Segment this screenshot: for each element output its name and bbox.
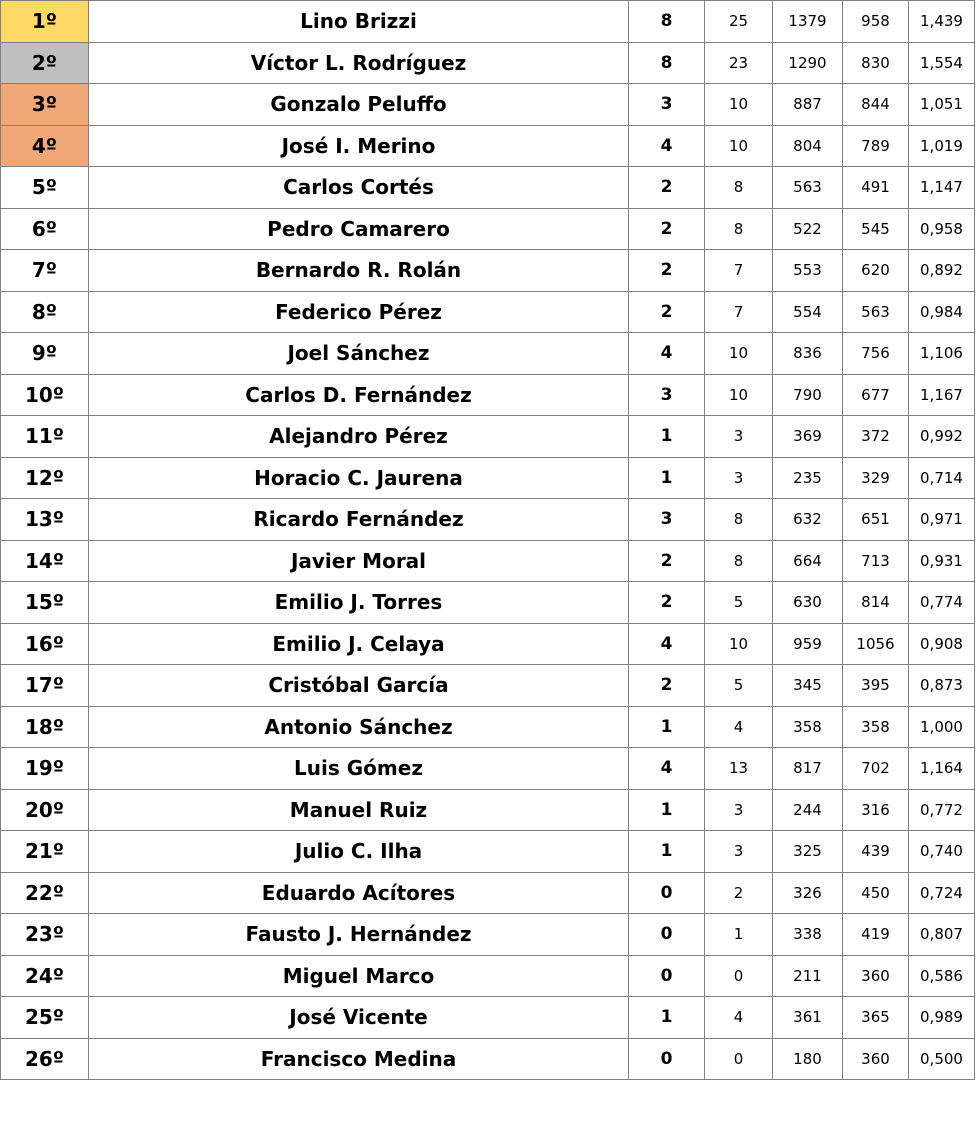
row-value-d: 360: [843, 955, 909, 997]
row-value-a: 1: [629, 997, 705, 1039]
row-value-c: 887: [773, 84, 843, 126]
row-player-name: Alejandro Pérez: [89, 416, 629, 458]
row-value-a: 4: [629, 623, 705, 665]
row-value-e: 0,714: [909, 457, 975, 499]
row-value-d: 329: [843, 457, 909, 499]
row-value-c: 554: [773, 291, 843, 333]
table-row: [1, 1038, 975, 1080]
row-value-e: 1,167: [909, 374, 975, 416]
table-row: [1, 250, 975, 292]
row-value-e: 0,774: [909, 582, 975, 624]
row-value-e: 0,908: [909, 623, 975, 665]
row-value-b: 0: [705, 1038, 773, 1080]
row-value-d: 360: [843, 1038, 909, 1080]
row-value-a: 0: [629, 1038, 705, 1080]
row-player-name: Francisco Medina: [89, 1038, 629, 1080]
row-value-b: 10: [705, 374, 773, 416]
row-value-e: 0,807: [909, 914, 975, 956]
row-position: 5º: [1, 167, 89, 209]
row-value-c: 804: [773, 125, 843, 167]
row-value-c: 369: [773, 416, 843, 458]
row-value-d: 316: [843, 789, 909, 831]
table-row: [1, 125, 975, 167]
row-value-c: 836: [773, 333, 843, 375]
row-player-name: Luis Gómez: [89, 748, 629, 790]
row-position: 17º: [1, 665, 89, 707]
table-row: [1, 997, 975, 1039]
row-position: 25º: [1, 997, 89, 1039]
row-player-name: Cristóbal García: [89, 665, 629, 707]
table-row: [1, 540, 975, 582]
row-value-c: 790: [773, 374, 843, 416]
row-value-d: 491: [843, 167, 909, 209]
row-value-b: 4: [705, 997, 773, 1039]
row-value-d: 419: [843, 914, 909, 956]
row-value-b: 4: [705, 706, 773, 748]
row-value-a: 1: [629, 789, 705, 831]
row-value-a: 2: [629, 208, 705, 250]
row-player-name: Fausto J. Hernández: [89, 914, 629, 956]
row-value-c: 180: [773, 1038, 843, 1080]
row-value-d: 563: [843, 291, 909, 333]
row-position: 12º: [1, 457, 89, 499]
table-row: [1, 623, 975, 665]
row-value-a: 2: [629, 167, 705, 209]
row-value-c: 211: [773, 955, 843, 997]
row-value-d: 365: [843, 997, 909, 1039]
table-row: [1, 1, 975, 43]
row-value-d: 1056: [843, 623, 909, 665]
row-value-a: 3: [629, 374, 705, 416]
row-player-name: Lino Brizzi: [89, 1, 629, 43]
row-player-name: Pedro Camarero: [89, 208, 629, 250]
ranking-table-body: [1, 1, 975, 1080]
row-value-b: 10: [705, 623, 773, 665]
row-value-a: 1: [629, 706, 705, 748]
row-value-e: 0,873: [909, 665, 975, 707]
table-row: [1, 457, 975, 499]
row-value-c: 563: [773, 167, 843, 209]
row-value-e: 0,971: [909, 499, 975, 541]
row-value-b: 3: [705, 789, 773, 831]
row-player-name: Carlos Cortés: [89, 167, 629, 209]
row-position: 13º: [1, 499, 89, 541]
row-value-d: 358: [843, 706, 909, 748]
row-value-b: 8: [705, 167, 773, 209]
row-player-name: Julio C. Ilha: [89, 831, 629, 873]
table-row: [1, 42, 975, 84]
row-value-a: 0: [629, 955, 705, 997]
row-value-b: 5: [705, 582, 773, 624]
row-position: 7º: [1, 250, 89, 292]
row-position: 10º: [1, 374, 89, 416]
row-value-c: 338: [773, 914, 843, 956]
row-value-b: 0: [705, 955, 773, 997]
row-value-b: 3: [705, 416, 773, 458]
row-position: 2º: [1, 42, 89, 84]
row-position: 3º: [1, 84, 89, 126]
row-value-e: 1,000: [909, 706, 975, 748]
row-value-e: 0,892: [909, 250, 975, 292]
row-value-d: 756: [843, 333, 909, 375]
row-value-b: 3: [705, 831, 773, 873]
row-player-name: Carlos D. Fernández: [89, 374, 629, 416]
row-value-c: 1290: [773, 42, 843, 84]
row-player-name: Víctor L. Rodríguez: [89, 42, 629, 84]
row-position: 9º: [1, 333, 89, 375]
row-position: 24º: [1, 955, 89, 997]
row-value-d: 620: [843, 250, 909, 292]
row-value-d: 450: [843, 872, 909, 914]
row-position: 19º: [1, 748, 89, 790]
row-value-c: 632: [773, 499, 843, 541]
row-value-b: 5: [705, 665, 773, 707]
row-value-a: 2: [629, 250, 705, 292]
table-row: [1, 872, 975, 914]
row-value-c: 664: [773, 540, 843, 582]
row-value-e: 1,554: [909, 42, 975, 84]
row-value-e: 0,772: [909, 789, 975, 831]
row-value-a: 1: [629, 831, 705, 873]
row-position: 6º: [1, 208, 89, 250]
table-row: [1, 208, 975, 250]
row-value-d: 830: [843, 42, 909, 84]
row-position: 18º: [1, 706, 89, 748]
row-value-d: 713: [843, 540, 909, 582]
row-value-a: 1: [629, 416, 705, 458]
table-row: [1, 374, 975, 416]
row-value-a: 0: [629, 914, 705, 956]
row-value-b: 8: [705, 499, 773, 541]
row-value-e: 1,106: [909, 333, 975, 375]
row-value-c: 959: [773, 623, 843, 665]
row-player-name: Joel Sánchez: [89, 333, 629, 375]
table-row: [1, 84, 975, 126]
row-position: 20º: [1, 789, 89, 831]
row-value-e: 0,931: [909, 540, 975, 582]
row-value-c: 361: [773, 997, 843, 1039]
table-row: [1, 748, 975, 790]
row-value-a: 2: [629, 665, 705, 707]
row-value-d: 789: [843, 125, 909, 167]
row-value-b: 1: [705, 914, 773, 956]
row-value-c: 358: [773, 706, 843, 748]
row-value-a: 8: [629, 42, 705, 84]
row-player-name: Emilio J. Celaya: [89, 623, 629, 665]
row-value-c: 244: [773, 789, 843, 831]
row-value-e: 0,958: [909, 208, 975, 250]
row-value-e: 0,724: [909, 872, 975, 914]
table-row: [1, 665, 975, 707]
row-value-d: 395: [843, 665, 909, 707]
row-value-d: 702: [843, 748, 909, 790]
row-player-name: Miguel Marco: [89, 955, 629, 997]
row-value-a: 2: [629, 291, 705, 333]
row-player-name: Emilio J. Torres: [89, 582, 629, 624]
table-row: [1, 582, 975, 624]
row-value-d: 677: [843, 374, 909, 416]
row-value-e: 1,051: [909, 84, 975, 126]
row-position: 11º: [1, 416, 89, 458]
row-value-c: 817: [773, 748, 843, 790]
row-player-name: Ricardo Fernández: [89, 499, 629, 541]
table-row: [1, 167, 975, 209]
row-value-a: 2: [629, 582, 705, 624]
row-value-b: 25: [705, 1, 773, 43]
row-player-name: Antonio Sánchez: [89, 706, 629, 748]
row-player-name: Federico Pérez: [89, 291, 629, 333]
row-value-e: 0,989: [909, 997, 975, 1039]
row-player-name: Eduardo Acítores: [89, 872, 629, 914]
row-value-a: 0: [629, 872, 705, 914]
row-value-b: 2: [705, 872, 773, 914]
row-value-a: 8: [629, 1, 705, 43]
row-value-a: 1: [629, 457, 705, 499]
row-player-name: Javier Moral: [89, 540, 629, 582]
row-player-name: Horacio C. Jaurena: [89, 457, 629, 499]
row-value-e: 0,500: [909, 1038, 975, 1080]
row-player-name: Manuel Ruiz: [89, 789, 629, 831]
row-value-d: 651: [843, 499, 909, 541]
row-value-e: 1,147: [909, 167, 975, 209]
row-value-e: 0,586: [909, 955, 975, 997]
row-value-a: 3: [629, 499, 705, 541]
row-value-c: 235: [773, 457, 843, 499]
row-position: 23º: [1, 914, 89, 956]
table-row: [1, 914, 975, 956]
row-value-d: 545: [843, 208, 909, 250]
row-player-name: José I. Merino: [89, 125, 629, 167]
row-value-b: 7: [705, 250, 773, 292]
row-value-c: 345: [773, 665, 843, 707]
row-value-e: 0,740: [909, 831, 975, 873]
row-value-b: 23: [705, 42, 773, 84]
row-value-d: 814: [843, 582, 909, 624]
row-value-e: 1,019: [909, 125, 975, 167]
table-row: [1, 333, 975, 375]
row-value-c: 630: [773, 582, 843, 624]
row-value-b: 13: [705, 748, 773, 790]
row-value-c: 522: [773, 208, 843, 250]
row-value-b: 10: [705, 333, 773, 375]
row-player-name: Gonzalo Peluffo: [89, 84, 629, 126]
table-row: [1, 831, 975, 873]
row-value-a: 4: [629, 125, 705, 167]
table-row: [1, 955, 975, 997]
row-value-b: 10: [705, 125, 773, 167]
row-value-e: 0,984: [909, 291, 975, 333]
row-value-a: 4: [629, 333, 705, 375]
row-value-a: 4: [629, 748, 705, 790]
row-position: 16º: [1, 623, 89, 665]
row-position: 26º: [1, 1038, 89, 1080]
row-value-b: 10: [705, 84, 773, 126]
row-value-d: 372: [843, 416, 909, 458]
row-value-b: 3: [705, 457, 773, 499]
row-position: 21º: [1, 831, 89, 873]
row-position: 8º: [1, 291, 89, 333]
table-row: [1, 499, 975, 541]
row-value-c: 553: [773, 250, 843, 292]
row-player-name: José Vicente: [89, 997, 629, 1039]
row-value-d: 844: [843, 84, 909, 126]
row-position: 15º: [1, 582, 89, 624]
row-value-e: 1,439: [909, 1, 975, 43]
row-position: 14º: [1, 540, 89, 582]
row-value-a: 3: [629, 84, 705, 126]
row-value-c: 1379: [773, 1, 843, 43]
row-player-name: Bernardo R. Rolán: [89, 250, 629, 292]
row-position: 22º: [1, 872, 89, 914]
table-row: [1, 706, 975, 748]
table-row: [1, 416, 975, 458]
row-value-d: 958: [843, 1, 909, 43]
row-value-d: 439: [843, 831, 909, 873]
row-value-b: 7: [705, 291, 773, 333]
row-value-b: 8: [705, 208, 773, 250]
table-row: [1, 291, 975, 333]
table-row: [1, 789, 975, 831]
row-value-c: 326: [773, 872, 843, 914]
row-value-e: 0,992: [909, 416, 975, 458]
row-value-a: 2: [629, 540, 705, 582]
row-value-c: 325: [773, 831, 843, 873]
row-value-e: 1,164: [909, 748, 975, 790]
row-position: 1º: [1, 1, 89, 43]
row-position: 4º: [1, 125, 89, 167]
row-value-b: 8: [705, 540, 773, 582]
